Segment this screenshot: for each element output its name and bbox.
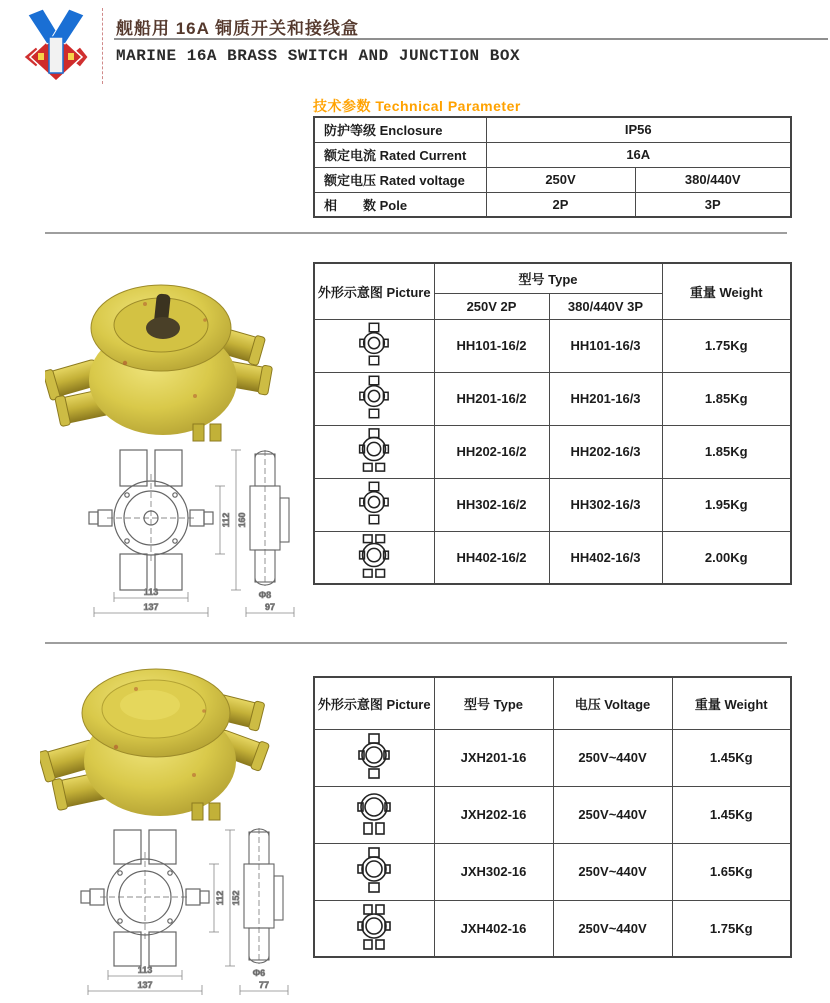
table-row bbox=[314, 167, 791, 192]
box-outline-icon bbox=[358, 321, 390, 367]
col-header-380-440v-3p: 380/440V 3P bbox=[549, 293, 662, 319]
box-outline-icon bbox=[357, 732, 391, 780]
brand-logo bbox=[16, 7, 96, 85]
table-row bbox=[314, 142, 791, 167]
col-header-250v-2p: 250V 2P bbox=[434, 293, 549, 319]
col-header-type: 型号 Type bbox=[434, 677, 553, 729]
picture-cell bbox=[314, 372, 434, 425]
model-3p: HH402-16/3 bbox=[549, 531, 662, 584]
table-row bbox=[314, 786, 791, 843]
page-title-english: MARINE 16A BRASS SWITCH AND JUNCTION BOX bbox=[116, 47, 521, 65]
col-header-weight: 重量 Weight bbox=[672, 677, 791, 729]
col-header-picture: 外形示意图 Picture bbox=[314, 263, 434, 319]
table-row bbox=[314, 117, 791, 142]
model-3p: HH202-16/3 bbox=[549, 425, 662, 478]
page-title-chinese: 舰船用 16A 铜质开关和接线盒 bbox=[116, 19, 360, 38]
box-outline-icon bbox=[357, 903, 391, 951]
param-value-voltage-2p: 250V bbox=[486, 167, 635, 192]
dim-height-outer: 152 bbox=[231, 890, 241, 906]
col-header-picture: 外形示意图 Picture bbox=[314, 677, 434, 729]
junction-box-photo bbox=[40, 655, 275, 832]
param-label-rated-voltage: 额定电压 Rated voltage bbox=[314, 167, 486, 192]
voltage: 250V~440V bbox=[553, 729, 672, 786]
side-view bbox=[250, 450, 289, 586]
table-row bbox=[314, 531, 791, 584]
box-outline-icon bbox=[357, 846, 391, 894]
header-vertical-separator bbox=[102, 8, 103, 84]
model-2p: HH201-16/2 bbox=[434, 372, 549, 425]
model: JXH202-16 bbox=[434, 786, 553, 843]
table-row bbox=[314, 372, 791, 425]
param-label-pole: 相 数 Pole bbox=[314, 192, 486, 217]
model-2p: HH302-16/2 bbox=[434, 478, 549, 531]
table-row bbox=[314, 843, 791, 900]
box-outline-icon bbox=[357, 427, 391, 473]
junction-box-drawing bbox=[30, 826, 302, 1003]
voltage: 250V~440V bbox=[553, 843, 672, 900]
model: JXH201-16 bbox=[434, 729, 553, 786]
param-value-rated-current: 16A bbox=[486, 142, 791, 167]
dim-gland-diameter: Φ6 bbox=[252, 968, 266, 978]
dim-width-inner: 113 bbox=[137, 965, 153, 975]
switch-box-photo bbox=[45, 268, 275, 451]
section-divider bbox=[45, 642, 787, 644]
section-divider bbox=[45, 232, 787, 234]
mounting-foot bbox=[193, 424, 204, 441]
table-row bbox=[314, 478, 791, 531]
model-2p: HH101-16/2 bbox=[434, 319, 549, 372]
model: JXH302-16 bbox=[434, 843, 553, 900]
param-label-rated-current: 额定电流 Rated Current bbox=[314, 142, 486, 167]
weight: 2.00Kg bbox=[662, 531, 791, 584]
col-header-type: 型号 Type bbox=[434, 263, 662, 293]
picture-cell bbox=[314, 478, 434, 531]
picture-cell bbox=[314, 531, 434, 584]
picture-cell bbox=[314, 425, 434, 478]
voltage: 250V~440V bbox=[553, 786, 672, 843]
header-rule bbox=[114, 38, 828, 40]
dim-width-inner: 113 bbox=[143, 587, 159, 597]
mounting-foot bbox=[192, 803, 203, 820]
side-view bbox=[244, 828, 283, 964]
picture-cell bbox=[314, 843, 434, 900]
switch-model-table bbox=[313, 262, 792, 585]
box-outline-icon bbox=[358, 480, 390, 526]
table-header-row bbox=[314, 263, 791, 293]
param-label-enclosure: 防护等级 Enclosure bbox=[314, 117, 486, 142]
voltage: 250V~440V bbox=[553, 900, 672, 957]
table-row bbox=[314, 192, 791, 217]
box-outline-icon bbox=[357, 789, 391, 837]
dim-height-inner: 112 bbox=[221, 512, 231, 528]
brand-emblem-icon bbox=[16, 7, 96, 85]
param-value-pole-2p: 2P bbox=[486, 192, 635, 217]
table-row bbox=[314, 425, 791, 478]
dim-width-outer: 137 bbox=[143, 602, 159, 612]
weight: 1.75Kg bbox=[662, 319, 791, 372]
picture-cell bbox=[314, 319, 434, 372]
table-row bbox=[314, 729, 791, 786]
table-row bbox=[314, 319, 791, 372]
model: JXH402-16 bbox=[434, 900, 553, 957]
weight: 1.95Kg bbox=[662, 478, 791, 531]
param-value-voltage-3p: 380/440V bbox=[635, 167, 791, 192]
weight: 1.85Kg bbox=[662, 372, 791, 425]
tech-params-title: 技术参数 Technical Parameter bbox=[313, 98, 521, 114]
mounting-foot bbox=[209, 803, 220, 820]
dim-height-outer: 160 bbox=[237, 512, 247, 528]
dim-side-width: 77 bbox=[258, 980, 270, 990]
model-3p: HH201-16/3 bbox=[549, 372, 662, 425]
table-row bbox=[314, 900, 791, 957]
dim-width-outer: 137 bbox=[137, 980, 153, 990]
box-outline-icon bbox=[357, 533, 391, 579]
col-header-voltage: 电压 Voltage bbox=[553, 677, 672, 729]
dim-height-inner: 112 bbox=[215, 890, 225, 906]
dim-side-width: 97 bbox=[264, 602, 276, 612]
picture-cell bbox=[314, 729, 434, 786]
switch-box-drawing bbox=[36, 446, 308, 629]
weight: 1.45Kg bbox=[672, 786, 791, 843]
weight: 1.45Kg bbox=[672, 729, 791, 786]
model-3p: HH101-16/3 bbox=[549, 319, 662, 372]
mounting-foot bbox=[210, 424, 221, 441]
param-value-pole-3p: 3P bbox=[635, 192, 791, 217]
picture-cell bbox=[314, 786, 434, 843]
model-3p: HH302-16/3 bbox=[549, 478, 662, 531]
tech-params-table bbox=[313, 116, 792, 218]
weight: 1.65Kg bbox=[672, 843, 791, 900]
picture-cell bbox=[314, 900, 434, 957]
param-value-enclosure: IP56 bbox=[486, 117, 791, 142]
model-2p: HH402-16/2 bbox=[434, 531, 549, 584]
dim-gland-diameter: Φ8 bbox=[258, 590, 272, 600]
junction-model-table bbox=[313, 676, 792, 958]
model-2p: HH202-16/2 bbox=[434, 425, 549, 478]
col-header-weight: 重量 Weight bbox=[662, 263, 791, 319]
weight: 1.85Kg bbox=[662, 425, 791, 478]
box-outline-icon bbox=[358, 374, 390, 420]
table-header-row bbox=[314, 677, 791, 729]
weight: 1.75Kg bbox=[672, 900, 791, 957]
